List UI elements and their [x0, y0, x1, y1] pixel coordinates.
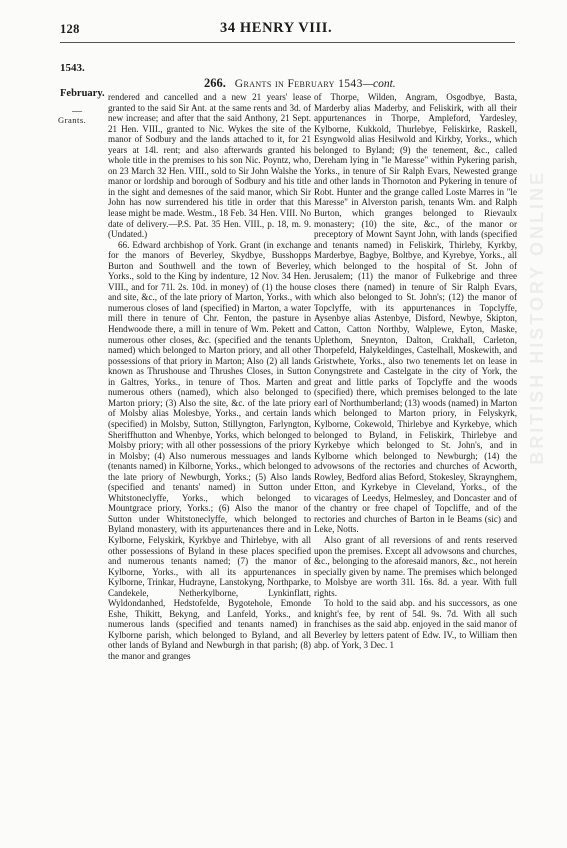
- margin-section: Grants.: [58, 115, 87, 125]
- running-head: 34 HENRY VIII.: [220, 20, 333, 36]
- margin-month: February.: [60, 88, 105, 99]
- entry-heading: [204, 76, 396, 91]
- left-paragraph-1: rendered and cancelled and a new 21 years' lease granted to the said Sir Ant. at the same rents and 3d. of new increase; and after that the said Anthony, 21 Sept. 21 Hen. VIII., granted to Nic. Wykes the site of the manor of Sodbury and the lands attached to it, for 21 years at 14l. rent; and also afterwards granted his whole title in the premises to his son Nic. Poyntz, who, on 23 March 32 Hen. VIII., sold to Sir John Walshe the manor or lordship and borough of Sodbury and his title in the sight and demesnes of the said manor, which Sir John has now surrendered his title in order that this lease might be made. Westm., 18 Feb. 34 Hen. VIII. No date of delivery.—P.S. Pat. 35 Hen. VIII., p. 18, m. 9. (Undated.): [108, 92, 311, 240]
- page-number: 128: [60, 22, 80, 36]
- entry-number: 266.: [204, 76, 226, 90]
- entry-title: Grants in February 1543: [234, 78, 363, 90]
- margin-dash: —: [72, 106, 82, 117]
- watermark-stamp: [515, 150, 563, 750]
- right-column: [314, 92, 517, 651]
- header-rule: [60, 42, 515, 43]
- entry-continued: —cont.: [362, 78, 396, 90]
- left-column: [108, 92, 311, 662]
- left-paragraph-2: 66. Edward archbishop of York. Grant (in exchange for the manors of Beverley, Skydbye, Busshopps Burton and Southwell and the town of Beverley, Yorks., sold to the King by indenture, 12 Nov. 34 Hen. VIII., and for 71l. 2s. 10d. in money) of (1) the house and site, &c., of the late priory of Marton, Yorks., with numerous closes of land (specified) in Marton, a water mill there in tenure of Chr. Fenton, the pasture in Hendwoode there, a mill in tenure of Wm. Pekett and numerous other closes, &c. (specified and the tenants named) which belonged to Marton priory, and all other possessions of that priory in Marton; Also (2) all lands known as Thrushouse and Thrushes Closes, in Sutton in Galtres, Yorks., in tenure of Thos. Marten and numerous others (named), which also belonged to Marton priory; (3) Also the site, &c. of the late priory of Molsby alias Molesbye, Yorks., and certain lands (specified) in Molsby, Sutton, Stillyngton, Farlyngton, Sheriffhutton and Whenbye, Yorks, which belonged to Molsby priory; with all other possessions of the priory in Molsby; (4) Also numerous messuages and lands (tenants named) in Kilborne, Yorks., which belonged to the late priory of Newburgh, Yorks.; (5) Also lands (specified and tenants' named) in Sutton under Whitstoneclyffe, Yorks., which belonged to Mountgrace priory, Yorks.; (6) Also the manor of Sutton under Whitstoneclyffe, which belonged to Byland monastery, with its appurtenances there and in Kylborne, Felyskirk, Kyrkbye and Thirlebye, with all other possessions of Byland in these places specified and numerous tenants named; (7) the manor of Kylborne, Yorks., with all its appurtenances in Kylborne, Trinkar, Hudrayne, Lanstokyng, Northparke, Candekele, Netherkylborne, Lynkinflatt, Wyldondanhed, Hedstofelde, Bygotehole, Emonde Eshe, Thikitt, Bekyng, and Lanfeld, Yorks., and numerous lands (specified and tenants named) in Kylborne parish, which belonged to Byland, and all other lands of Byland and Newburgh in that parish; (8) the manor and granges: [108, 239, 311, 661]
- right-paragraph-2: Also grant of all reversions of and rents reserved upon the premises. Except all advowsons and churches, &c., belonging to the aforesaid manors, &c., not herein specially given by name. The premises which belonged to Molsbye are worth 31l. 16s. 8d. a year. With full rights.: [314, 534, 517, 598]
- right-paragraph-1: of Thorpe, Wilden, Angram, Osgodbye, Basta, Marderby alias Maderby, and Feliskirk, with all their appurtenances in Thorpe, Ampleford, Yardesley, Kylborne, Kukkold, Thurlebye, Feliskirke, Raskell, Esyngwold alias Hesilwold and Kirkby, Yorks., which belonged to Byland; (9) the tenement, &c., called Dereham lying in "le Maresse" within Pykering parish, Yorks., in tenure of Sir Ralph Evars, Newested grange and other lands in Thornoton and Pykering in tenure of Robt. Hunter and the grange called Loste Marres in "le Maresse" in Alverston parish, tenants Wm. and Ralph Burton, which granges belonged to Rievaulx monastery; (10) the site, &c., of the manor or preceptory of Mownt Saynt John, with lands (specified and tenants named) in Feliskirk, Thirleby, Kyrkby, Marderbye, Bagbye, Boltbye, and Kyrebye, Yorks., all which belonged to the hospital of St. John of Jerusalem; (11) the manor of Fulkebrige and three closes there (named) in tenure of Sir Ralph Evars, which also belonged to St. John's; (12) the manor of Topclyffe, with its appurtenances in Topclyffe, Aysenbye alias Astenbye, Disford, Newbye, Skipton, Catton, Catton Northby, Walplewe, Eyton, Maske, Uplethom, Sneynton, Dalton, Crakhall, Carleton, Thorpefeld, Halykeldinges, Castelhall, Moskewith, and Gristwhete, Yorks., also two tenements let on lease in Conyngstrete and Castelgate in the city of York, the great and little parks of Topclyffe and the woods (specified) there, which premises belonged to the late earl of Northumberland; (13) woods (named) in Marton which belonged to Marton priory, in Felyskyrk, Kylborne, Cokewold, Thirlebye and Kyrkebye, which belonged to Byland, in Feliskirk, Thirlebye and Kyrkebye which belonged to St. John's, and in Kylborne which belonged to Newburgh; (14) the advowsons of the rectories and churches of Acworth, Rowley, Bedford alias Beford, Stokesley, Skraynghem, Etton, and Kyrkebye in Cleveland, Yorks., of the vicarages of Leedys, Helmesley, and Doncaster and of the chantry or free chapel of Topcliffe, and of the rectories and churches of Barton in le Beams (sic) and Leke, Notts.: [314, 92, 517, 535]
- watermark-text: BRITISH HISTORY ONLINE: [527, 170, 547, 465]
- right-paragraph-3: To hold to the said abp. and his successors, as one knight's fee, by rent of 54l. 9s. 7d. With all such franchises as the said abp. enjoyed in the said manor of Beverley by letters patent of Edw. IV., to William then abp. of York, 3 Dec. 1: [314, 598, 517, 651]
- margin-year: 1543.: [60, 62, 85, 74]
